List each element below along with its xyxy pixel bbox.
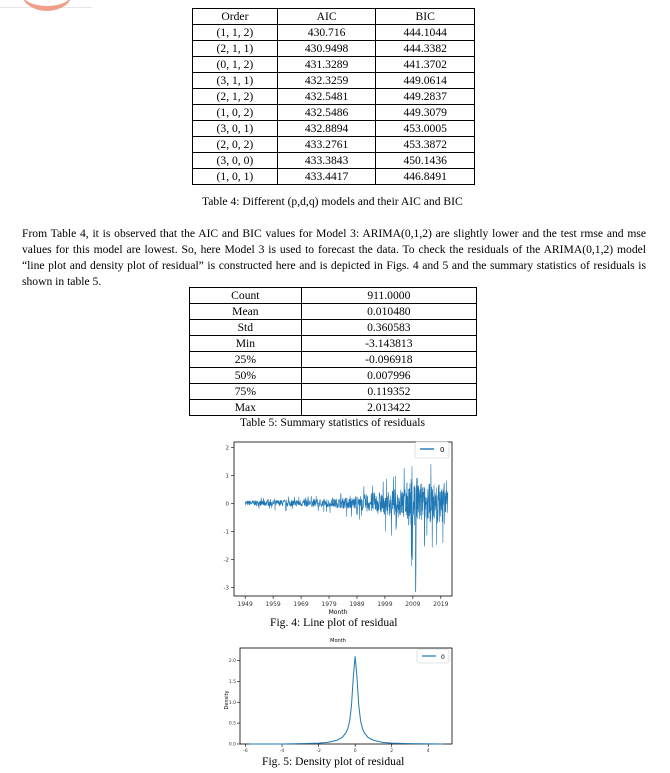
legend	[415, 442, 449, 458]
table-cell: 432.3259	[277, 73, 376, 89]
table-cell: 433.2761	[277, 137, 376, 153]
table-cell: -0.096918	[301, 352, 476, 368]
table-cell: (3, 1, 1)	[193, 73, 278, 89]
y-tick-label: 0.0	[228, 742, 236, 748]
table-cell: 430.9498	[277, 41, 376, 57]
density-curve	[249, 656, 443, 744]
table-cell: 0.360583	[301, 320, 476, 336]
x-tick-label: 1989	[349, 601, 365, 608]
table-cell: (2, 0, 2)	[193, 137, 278, 153]
table-row	[190, 336, 477, 352]
y-tick-label: -2	[223, 557, 229, 564]
y-tick-label: 2	[225, 445, 229, 452]
y-tick-label: -3	[223, 585, 229, 592]
column-header: Order	[193, 9, 278, 25]
x-tick-label: -4	[279, 749, 285, 754]
table-row	[193, 153, 475, 169]
fig-4-caption: Fig. 4: Line plot of residual	[270, 616, 398, 629]
table-cell: Count	[190, 288, 302, 304]
table-row	[193, 121, 475, 137]
table-row	[193, 25, 475, 41]
table-cell: 444.3382	[376, 41, 475, 57]
y-tick-label: 2.0	[228, 659, 236, 665]
y-tick-label: 1.0	[228, 700, 236, 706]
x-tick-label: 1979	[321, 601, 337, 608]
x-tick-label: 2	[390, 749, 394, 754]
table-cell: (1, 0, 2)	[193, 105, 278, 121]
column-header: AIC	[277, 9, 376, 25]
table-cell: 432.5486	[277, 105, 376, 121]
table-row	[193, 41, 475, 57]
table-row	[190, 288, 477, 304]
table-cell: 446.8491	[376, 169, 475, 185]
residual-density-plot	[222, 638, 454, 754]
table-cell: 432.8894	[277, 121, 376, 137]
y-axis-label: Density	[224, 690, 230, 710]
table-cell: (3, 0, 0)	[193, 153, 278, 169]
table-cell: (0, 1, 2)	[193, 57, 278, 73]
table-row	[193, 89, 475, 105]
table-cell: 2.013422	[301, 400, 476, 416]
x-tick-label: 1969	[293, 601, 309, 608]
table-cell: (2, 1, 1)	[193, 41, 278, 57]
table-row	[190, 384, 477, 400]
table-cell: 0.010480	[301, 304, 476, 320]
table-cell: 431.3289	[277, 57, 376, 73]
column-header: BIC	[376, 9, 475, 25]
x-tick-label: -2	[316, 749, 321, 754]
x-tick-label: 2009	[405, 601, 421, 608]
table-row	[190, 400, 477, 416]
table-row	[190, 368, 477, 384]
table-row	[190, 304, 477, 320]
x-tick-label: 0	[353, 749, 357, 754]
plot-title: Month	[330, 638, 346, 644]
table-cell: 50%	[190, 368, 302, 384]
table-row	[193, 169, 475, 185]
table-cell: Std	[190, 320, 302, 336]
body-paragraph: From Table 4, it is observed that the AIC and BIC values for Model 3: ARIMA(0,1,2) are slightly lower and the test rmse and mse values for this model are lowest. So, here Model 3 is used to forecast the data. To check the residuals of the ARIMA(0,1,2) model “line plot and density plot of residual” is constructed here and is depicted in Figs. 4 and 5 and the summary statistics of residuals is shown in table 5.	[22, 227, 646, 288]
y-tick-label: 0	[225, 501, 229, 508]
table-cell: 0.007996	[301, 368, 476, 384]
table-cell: -3.143813	[301, 336, 476, 352]
table-cell: Max	[190, 400, 302, 416]
table-cell: 449.3079	[376, 105, 475, 121]
table-row	[193, 105, 475, 121]
table-cell: Mean	[190, 304, 302, 320]
table-cell: 453.0005	[376, 121, 475, 137]
table-cell: 441.3702	[376, 57, 475, 73]
table-cell: 75%	[190, 384, 302, 400]
table-cell: (3, 0, 1)	[193, 121, 278, 137]
table-cell: (1, 0, 1)	[193, 169, 278, 185]
x-tick-label: 1949	[237, 601, 253, 608]
table-cell: 450.1436	[376, 153, 475, 169]
fig-5-caption: Fig. 5: Density plot of residual	[262, 755, 405, 768]
table-row	[193, 57, 475, 73]
y-tick-label: 0.5	[228, 721, 236, 727]
x-axis-label: Month	[328, 609, 348, 614]
table-5-caption: Table 5: Summary statistics of residuals	[240, 416, 425, 429]
legend-label: 0	[441, 654, 445, 661]
table-cell: (2, 1, 2)	[193, 89, 278, 105]
table-5	[189, 287, 477, 416]
table-cell: 430.716	[277, 25, 376, 41]
table-4	[192, 8, 475, 185]
table-header-row	[193, 9, 475, 25]
y-tick-label: 1	[225, 473, 229, 480]
table-row	[190, 320, 477, 336]
y-tick-label: 1.5	[228, 679, 236, 685]
plot-frame	[234, 442, 452, 596]
table-cell: 911.0000	[301, 288, 476, 304]
x-tick-label: 2019	[433, 601, 449, 608]
y-tick-label: -1	[223, 529, 229, 536]
residual-series-line	[245, 464, 448, 591]
table-row	[190, 352, 477, 368]
residual-line-plot	[222, 436, 454, 614]
x-tick-label: 1959	[265, 601, 281, 608]
table-cell: 449.0614	[376, 73, 475, 89]
legend-label: 0	[440, 446, 445, 454]
x-tick-label: 4	[426, 749, 430, 754]
table-cell: Min	[190, 336, 302, 352]
table-cell: 432.5481	[277, 89, 376, 105]
table-cell: 433.4417	[277, 169, 376, 185]
table-cell: 449.2837	[376, 89, 475, 105]
journal-logo	[22, 0, 72, 11]
table-cell: 433.3843	[277, 153, 376, 169]
table-cell: 0.119352	[301, 384, 476, 400]
table-cell: 444.1044	[376, 25, 475, 41]
legend	[417, 649, 449, 663]
table-cell: 453.3872	[376, 137, 475, 153]
x-tick-label: 1999	[377, 601, 393, 608]
table-row	[193, 73, 475, 89]
table-cell: (1, 1, 2)	[193, 25, 278, 41]
x-tick-label: -6	[243, 749, 248, 754]
table-cell: 25%	[190, 352, 302, 368]
table-4-caption: Table 4: Different (p,d,q) models and their AIC and BIC	[202, 195, 463, 208]
table-row	[193, 137, 475, 153]
